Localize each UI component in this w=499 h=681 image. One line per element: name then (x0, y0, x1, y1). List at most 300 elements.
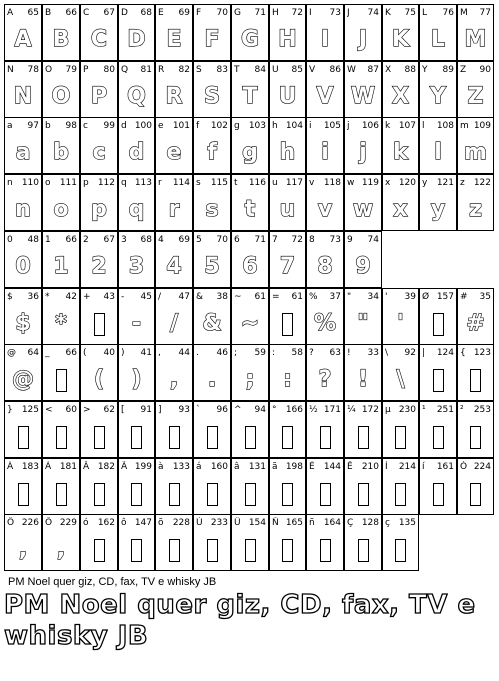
glyph-cell (80, 458, 118, 515)
glyph-code: 123 (473, 348, 491, 358)
glyph-character: G (234, 8, 241, 18)
glyph-character: ñ (309, 518, 315, 528)
glyph-code: 66 (65, 235, 77, 245)
glyph-cell (118, 231, 155, 288)
glyph-preview: * (55, 311, 67, 336)
glyph-label (347, 64, 379, 76)
glyph-cell (344, 344, 382, 401)
missing-glyph-box (420, 306, 456, 342)
glyph-cell (4, 117, 42, 174)
glyph-cell (42, 4, 80, 61)
glyph-preview: p (91, 197, 107, 222)
glyph-cell (344, 4, 382, 61)
glyph-cell (80, 4, 118, 61)
glyph-code: 58 (291, 348, 303, 358)
glyph-cell (269, 231, 306, 288)
missing-glyph-box-icon (433, 369, 444, 392)
glyph-label (196, 7, 228, 19)
glyph-code: 64 (27, 348, 39, 358)
glyph-code: 74 (367, 8, 379, 18)
glyph-code: 92 (404, 348, 416, 358)
glyph-preview: M (464, 27, 487, 52)
missing-glyph-box-icon (56, 483, 67, 506)
glyph-label (121, 291, 152, 303)
glyph-character: N (7, 65, 14, 75)
glyph-cell (42, 344, 80, 401)
glyph-label (7, 404, 39, 416)
glyph-label (272, 177, 303, 189)
glyph-character: , (158, 348, 161, 358)
missing-glyph-box-icon (94, 426, 105, 449)
glyph-cell (4, 231, 42, 288)
glyph-code: 108 (436, 121, 454, 131)
glyph-character: = (272, 292, 280, 302)
glyph-cell (42, 231, 80, 288)
glyph-label (385, 64, 416, 76)
glyph-cell (269, 288, 306, 345)
glyph-code: 89 (442, 65, 454, 75)
glyph-label (121, 461, 152, 473)
font-sample-text: PM Noel quer giz, CD, fax, TV e whisky JB (4, 590, 476, 651)
missing-glyph-box-icon (282, 539, 293, 562)
glyph-label (83, 461, 115, 473)
missing-glyph-box-icon (282, 313, 293, 336)
missing-glyph-box-icon (358, 483, 369, 506)
glyph-code: 77 (479, 8, 491, 18)
glyph-character: ¹ (422, 405, 426, 415)
glyph-row (4, 401, 494, 458)
glyph-cell (419, 174, 457, 231)
glyph-preview: f (207, 140, 217, 165)
glyph-character: y (422, 178, 428, 188)
glyph-preview: ' (397, 311, 404, 336)
glyph-cell (306, 231, 344, 288)
missing-glyph-box (383, 532, 418, 568)
missing-glyph-box (307, 419, 343, 455)
glyph-character: Â (83, 462, 90, 472)
glyph-character: U (272, 65, 279, 75)
glyph-label (158, 347, 190, 359)
glyph-cell (80, 514, 118, 571)
glyph-preview: L (430, 27, 446, 52)
glyph-cell (344, 514, 382, 571)
glyph-label (234, 7, 266, 19)
glyph-label (272, 347, 303, 359)
glyph-cell (118, 514, 155, 571)
glyph-character: 6 (234, 235, 240, 245)
glyph-code: 100 (134, 121, 152, 131)
glyph-character: D (121, 8, 128, 18)
glyph-label (196, 461, 228, 473)
glyph-row (4, 61, 494, 118)
glyph-code: 198 (285, 462, 303, 472)
glyph-preview: C (90, 27, 108, 52)
glyph-preview: I (320, 27, 330, 52)
glyph-label (121, 347, 152, 359)
glyph-label (121, 234, 152, 246)
glyph-preview: ( (93, 367, 105, 392)
glyph-cell (118, 288, 155, 345)
glyph-code: 40 (103, 348, 115, 358)
glyph-cell (382, 61, 419, 118)
glyph-label (347, 291, 379, 303)
glyph-code: 121 (436, 178, 454, 188)
glyph-preview: 6 (242, 254, 258, 279)
glyph-cell (4, 4, 42, 61)
glyph-label (385, 291, 416, 303)
glyph-label (309, 461, 341, 473)
glyph-character: â (234, 462, 240, 472)
glyph-character: 1 (45, 235, 51, 245)
glyph-label (83, 64, 115, 76)
glyph-label (196, 291, 228, 303)
sample-caption: PM Noel quer giz, CD, fax, TV e whisky JB (8, 576, 217, 588)
glyph-character: k (385, 121, 391, 131)
glyph-cell (457, 174, 494, 231)
glyph-code: 144 (323, 462, 341, 472)
glyph-cell (193, 401, 231, 458)
glyph-cell (118, 458, 155, 515)
missing-glyph-box-icon (245, 483, 256, 506)
glyph-code: 80 (103, 65, 115, 75)
glyph-character: Á (45, 462, 52, 472)
glyph-cell (344, 288, 382, 345)
glyph-code: 114 (172, 178, 190, 188)
glyph-character: ½ (309, 405, 318, 415)
glyph-cell (457, 288, 494, 345)
glyph-character: ` (196, 405, 201, 415)
glyph-character: + (83, 292, 91, 302)
glyph-code: 164 (323, 518, 341, 528)
glyph-cell (193, 231, 231, 288)
glyph-cell (155, 4, 193, 61)
missing-glyph-box-icon (169, 426, 180, 449)
glyph-code: 97 (27, 121, 39, 131)
glyph-code: 183 (21, 462, 39, 472)
missing-glyph-box (5, 419, 41, 455)
glyph-cell (306, 61, 344, 118)
glyph-cell (269, 514, 306, 571)
glyph-label (45, 234, 77, 246)
glyph-character: O (45, 65, 53, 75)
glyph-cell (80, 231, 118, 288)
glyph-preview: \ (396, 367, 405, 392)
glyph-code: 70 (216, 235, 228, 245)
glyph-code: 106 (361, 121, 379, 131)
glyph-cell (306, 288, 344, 345)
glyph-code: 226 (21, 518, 39, 528)
glyph-label (121, 177, 152, 189)
glyph-label (309, 64, 341, 76)
missing-glyph-box (458, 476, 493, 512)
missing-glyph-box (194, 476, 230, 512)
glyph-code: 65 (27, 8, 39, 18)
glyph-code: 228 (172, 518, 190, 528)
glyph-label (234, 291, 266, 303)
glyph-cell (382, 4, 419, 61)
glyph-code: 60 (65, 405, 77, 415)
glyph-cell (155, 174, 193, 231)
glyph-preview: o (53, 197, 69, 222)
glyph-code: 72 (291, 235, 303, 245)
glyph-code: 68 (140, 235, 152, 245)
glyph-character: Ú (196, 518, 203, 528)
glyph-character: M (460, 8, 468, 18)
glyph-label (196, 177, 228, 189)
glyph-character: x (385, 178, 391, 188)
glyph-code: 91 (140, 405, 152, 415)
glyph-character: C (83, 8, 90, 18)
glyph-code: 98 (65, 121, 77, 131)
missing-glyph-box-icon (56, 369, 67, 392)
glyph-preview: c (92, 140, 106, 165)
glyph-row (4, 117, 494, 174)
glyph-row (4, 288, 494, 345)
glyph-character: B (45, 8, 52, 18)
glyph-cell (419, 401, 457, 458)
glyph-preview: a (15, 140, 31, 165)
glyph-preview: 9 (355, 254, 371, 279)
glyph-code: 161 (436, 462, 454, 472)
glyph-label (7, 461, 39, 473)
glyph-label (196, 517, 228, 529)
glyph-preview: t (244, 197, 256, 222)
glyph-preview: N (13, 84, 33, 109)
glyph-cell (42, 61, 80, 118)
glyph-label (45, 120, 77, 132)
glyph-code: 73 (329, 235, 341, 245)
missing-glyph-box-icon (282, 426, 293, 449)
glyph-cell (4, 288, 42, 345)
missing-glyph-box-icon (395, 539, 406, 562)
missing-glyph-box (458, 419, 493, 455)
glyph-code: 115 (210, 178, 228, 188)
glyph-preview: q (128, 197, 145, 222)
glyph-character: $ (7, 292, 13, 302)
glyph-cell (344, 61, 382, 118)
glyph-cell (269, 174, 306, 231)
glyph-character: 2 (83, 235, 89, 245)
missing-glyph-box (43, 419, 79, 455)
glyph-cell (80, 117, 118, 174)
glyph-code: 43 (103, 292, 115, 302)
glyph-preview: 5 (204, 254, 220, 279)
glyph-cell (155, 288, 193, 345)
glyph-code: 90 (479, 65, 491, 75)
glyph-character: Ó (460, 462, 468, 472)
glyph-cell (155, 117, 193, 174)
glyph-character: Õ (45, 518, 53, 528)
glyph-character: & (196, 292, 204, 302)
missing-glyph-box (43, 362, 79, 398)
glyph-label (158, 120, 190, 132)
glyph-code: 87 (367, 65, 379, 75)
glyph-code: 99 (103, 121, 115, 131)
glyph-cell (155, 458, 193, 515)
glyph-label (158, 404, 190, 416)
glyph-preview: 1 (53, 254, 69, 279)
glyph-preview: # (466, 311, 485, 336)
glyph-character: < (45, 405, 53, 415)
glyph-character: w (347, 178, 355, 188)
glyph-character: Í (385, 462, 388, 472)
glyph-character: z (460, 178, 465, 188)
missing-glyph-box (383, 419, 418, 455)
glyph-code: 33 (367, 348, 379, 358)
glyph-code: 112 (97, 178, 115, 188)
glyph-code: 233 (210, 518, 228, 528)
glyph-code: 36 (27, 292, 39, 302)
missing-glyph-box-icon (207, 539, 218, 562)
missing-glyph-box-icon (245, 426, 256, 449)
glyph-preview: b (53, 140, 69, 165)
glyph-cell (382, 458, 419, 515)
missing-glyph-box (81, 419, 117, 455)
missing-glyph-box-icon (131, 426, 142, 449)
glyph-label (460, 120, 491, 132)
glyph-character: / (158, 292, 162, 302)
glyph-character: Y (422, 65, 428, 75)
glyph-character: : (272, 348, 276, 358)
glyph-code: 71 (254, 8, 266, 18)
glyph-cell (457, 4, 494, 61)
glyph-preview: E (166, 27, 182, 52)
missing-glyph-box-icon (56, 426, 67, 449)
glyph-label (272, 461, 303, 473)
glyph-character: | (422, 348, 426, 358)
glyph-preview: X (392, 84, 409, 109)
glyph-preview: z (469, 197, 482, 222)
glyph-preview: , (18, 537, 28, 562)
glyph-character: u (272, 178, 278, 188)
missing-glyph-box-icon (131, 539, 142, 562)
glyph-character: n (7, 178, 13, 188)
glyph-code: 181 (59, 462, 77, 472)
glyph-label (158, 234, 190, 246)
glyph-character: r (158, 178, 162, 188)
glyph-preview: r (168, 197, 180, 222)
glyph-code: 86 (329, 65, 341, 75)
glyph-preview: 7 (279, 254, 296, 279)
glyph-code: 38 (216, 292, 228, 302)
glyph-label (309, 517, 341, 529)
glyph-cell (42, 401, 80, 458)
glyph-preview: m (464, 140, 487, 165)
missing-glyph-box (119, 419, 154, 455)
glyph-preview: u (279, 197, 296, 222)
glyph-preview: 8 (317, 254, 333, 279)
glyph-preview: 4 (166, 254, 182, 279)
glyph-code: 66 (65, 8, 77, 18)
glyph-character: I (309, 8, 312, 18)
glyph-label (45, 291, 77, 303)
glyph-character: \ (385, 348, 389, 358)
glyph-cell (118, 4, 155, 61)
glyph-label (272, 64, 303, 76)
missing-glyph-box-icon (207, 426, 218, 449)
glyph-code: 133 (172, 462, 190, 472)
glyph-preview: H (278, 27, 297, 52)
glyph-code: 85 (291, 65, 303, 75)
glyph-code: 70 (216, 8, 228, 18)
missing-glyph-box (232, 419, 268, 455)
glyph-code: 165 (285, 518, 303, 528)
glyph-code: 66 (65, 348, 77, 358)
glyph-label (460, 461, 491, 473)
missing-glyph-box (270, 476, 305, 512)
glyph-cell (118, 174, 155, 231)
glyph-code: 117 (285, 178, 303, 188)
glyph-code: 253 (473, 405, 491, 415)
glyph-label (45, 7, 77, 19)
glyph-cell (269, 344, 306, 401)
glyph-cell (344, 231, 382, 288)
glyph-code: 251 (436, 405, 454, 415)
glyph-character: É (309, 462, 315, 472)
glyph-character: ( (83, 348, 87, 358)
glyph-code: 84 (254, 65, 266, 75)
glyph-character: õ (158, 518, 164, 528)
glyph-preview: W (350, 84, 376, 109)
glyph-code: 68 (140, 8, 152, 18)
glyph-preview: Q (127, 84, 146, 109)
glyph-cell (193, 117, 231, 174)
glyph-label (45, 517, 77, 529)
glyph-label (83, 404, 115, 416)
glyph-preview: s (205, 197, 219, 222)
glyph-character: 7 (272, 235, 278, 245)
missing-glyph-box (420, 476, 456, 512)
glyph-label (158, 64, 190, 76)
glyph-code: 63 (329, 348, 341, 358)
glyph-cell (344, 174, 382, 231)
glyph-character: Ç (347, 518, 354, 528)
glyph-row (4, 231, 494, 288)
glyph-cell (155, 514, 193, 571)
glyph-preview: w (352, 197, 374, 222)
glyph-cell (231, 4, 269, 61)
glyph-cell (382, 514, 419, 571)
glyph-preview: ? (318, 367, 332, 392)
glyph-label (83, 177, 115, 189)
glyph-preview: v (317, 197, 333, 222)
glyph-preview: 2 (91, 254, 107, 279)
glyph-cell (155, 401, 193, 458)
glyph-code: 120 (398, 178, 416, 188)
glyph-character: ã (272, 462, 278, 472)
glyph-code: 119 (361, 178, 379, 188)
glyph-preview: ! (357, 367, 369, 392)
glyph-preview: G (240, 27, 260, 52)
glyph-label (385, 404, 416, 416)
glyph-code: 74 (367, 235, 379, 245)
glyph-cell (269, 61, 306, 118)
glyph-character: ] (158, 405, 162, 415)
glyph-cell (457, 401, 494, 458)
glyph-cell (382, 401, 419, 458)
missing-glyph-box-icon (94, 313, 105, 336)
glyph-label (196, 234, 228, 246)
glyph-character: j (347, 121, 350, 131)
glyph-character: A (7, 8, 14, 18)
glyph-code: 71 (254, 235, 266, 245)
glyph-code: 118 (323, 178, 341, 188)
glyph-character: P (83, 65, 89, 75)
glyph-row (4, 4, 494, 61)
glyph-label (234, 234, 266, 246)
glyph-character: f (196, 121, 200, 131)
missing-glyph-box-icon (18, 483, 29, 506)
